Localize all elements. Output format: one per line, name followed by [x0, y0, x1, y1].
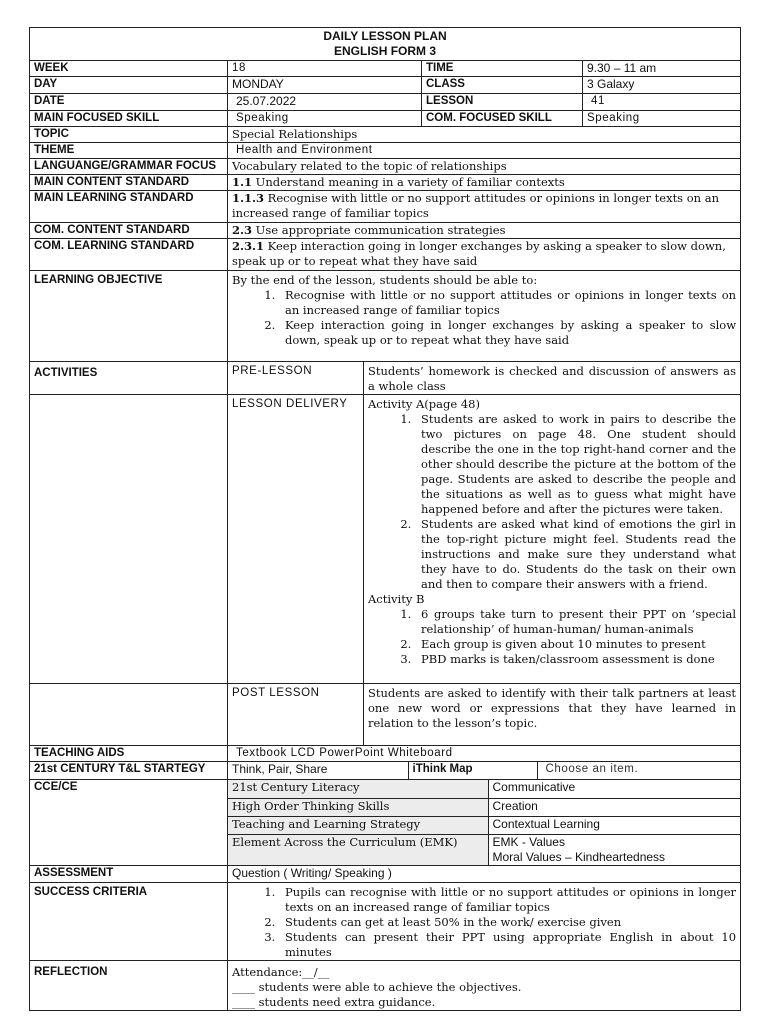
cce-label: CCE/CE [30, 780, 228, 866]
cce-value[interactable]: Communicative [488, 780, 740, 798]
week-value[interactable]: 18 [228, 61, 422, 77]
cls-code: 2.3.1 [232, 239, 265, 253]
com-learning-standard-label: COM. LEARNING STANDARD [30, 239, 228, 271]
mcs-code: 1.1 [232, 175, 253, 189]
strategy-label: 21st CENTURY T&L STARTEGY [30, 762, 228, 780]
activity-b-item: 1. 6 groups take turn to present their PPT on ‘special relationship’ of human-human/ human-animals [415, 607, 736, 637]
moral-values: Moral Values – Kindheartedness [492, 849, 666, 864]
activities-blank-2 [30, 684, 228, 746]
attendance-line: Attendance:__/__ [232, 964, 330, 979]
activity-a-item: 1. Students are asked to work in pairs to describe the two pictures on page 48. One student should describe the one in the top right-hand corner and the other should describe the picture at the bottom of the page. Students are asked to describe the people and the situations as well as to guess what might have happened before and after the pictures were taken. [415, 412, 736, 517]
time-label: TIME [422, 61, 583, 77]
pre-lesson-label: PRE-LESSON [228, 362, 364, 395]
date-value[interactable]: 25.07.2022 [228, 94, 422, 111]
cce-grid [228, 780, 741, 866]
objective-list [232, 288, 736, 348]
reflection-label: REFLECTION [30, 960, 228, 1010]
main-learning-standard-label: MAIN LEARNING STANDARD [30, 191, 228, 223]
week-label: WEEK [30, 61, 228, 77]
activity-a-title: Activity A(page 48) [368, 397, 480, 411]
theme-value[interactable]: Health and Environment [228, 143, 741, 159]
main-learning-standard-value[interactable] [228, 191, 741, 223]
success-item: 3. Students can present their PPT using appropriate English in about 10 minutes [279, 930, 736, 960]
success-list [232, 885, 736, 960]
objective-item: 2. Keep interaction going in longer exchanges by asking a speaker to slow down, speak up or to repeat what they have said [279, 318, 736, 348]
title-line: DAILY LESSON PLAN [323, 29, 447, 43]
activity-a-list [368, 412, 736, 592]
learning-objective-label: LEARNING OBJECTIVE [30, 271, 228, 362]
activities-label: ACTIVITIES [30, 362, 228, 395]
time-value[interactable]: 9.30 – 11 am [583, 61, 741, 77]
subtitle-line: ENGLISH FORM 3 [334, 44, 437, 58]
main-skill-value[interactable]: Speaking [228, 111, 422, 127]
main-content-standard-label: MAIN CONTENT STANDARD [30, 175, 228, 191]
cce-value[interactable]: Creation [488, 798, 740, 816]
com-skill-label: COM. FOCUSED SKILL [422, 111, 583, 127]
main-skill-label: MAIN FOCUSED SKILL [30, 111, 228, 127]
success-criteria-value[interactable] [228, 882, 741, 960]
achieved-line: ____ students were able to achieve the objectives. [232, 979, 522, 994]
grammar-value[interactable]: Vocabulary related to the topic of relationships [228, 159, 741, 175]
com-skill-value[interactable]: Speaking [583, 111, 741, 127]
success-item: 1. Pupils can recognise with little or no support attitudes or opinions in longer texts on an increased range of familiar topics [279, 885, 736, 915]
teaching-aids-value[interactable]: Textbook LCD PowerPoint Whiteboard [228, 746, 741, 762]
strategy-row [228, 762, 741, 780]
cce-value[interactable] [488, 834, 740, 865]
objective-item: 1. Recognise with little or no support attitudes or opinions in longer texts on an increased range of familiar topics [279, 288, 736, 318]
assessment-value[interactable]: Question ( Writing/ Speaking ) [228, 865, 741, 882]
mcs-text: Understand meaning in a variety of familiar contexts [252, 175, 565, 189]
lesson-plan-sheet [29, 27, 740, 1009]
page-title [30, 28, 741, 61]
success-criteria-label: SUCCESS CRITERIA [30, 882, 228, 960]
mls-text: Recognise with little or no support attitudes or opinions in longer texts on an increased range of familiar topics [232, 191, 719, 220]
reflection-value[interactable] [228, 960, 741, 1010]
date-label: DATE [30, 94, 228, 111]
activity-b-list [368, 607, 736, 667]
teaching-aids-label: TEACHING AIDS [30, 746, 228, 762]
learning-objective-value[interactable] [228, 271, 741, 362]
ithink-map-label: iThink Map [408, 762, 537, 779]
day-label: DAY [30, 77, 228, 94]
cce-key: Teaching and Learning Strategy [228, 816, 488, 834]
cce-value[interactable]: Contextual Learning [488, 816, 740, 834]
ccs-text: Use appropriate communication strategies [252, 223, 506, 237]
ccs-code: 2.3 [232, 223, 253, 237]
grammar-label: LANGUANGE/GRAMMAR FOCUS [30, 159, 228, 175]
pre-lesson-text[interactable]: Students’ homework is checked and discussion of answers as a whole class [364, 362, 741, 395]
lesson-label: LESSON [422, 94, 583, 111]
theme-label: THEME [30, 143, 228, 159]
lesson-delivery-label: LESSON DELIVERY [228, 395, 364, 684]
activity-b-item: 2. Each group is given about 10 minutes to present [415, 637, 736, 652]
day-value[interactable]: MONDAY [228, 77, 422, 94]
cce-key: High Order Thinking Skills [228, 798, 488, 816]
post-lesson-label: POST LESSON [228, 684, 364, 746]
cce-key: Element Across the Curriculum (EMK) [228, 834, 488, 865]
ithink-map-select[interactable]: Choose an item. [545, 763, 639, 775]
lesson-value[interactable]: 41 [583, 94, 741, 111]
com-learning-standard-value[interactable] [228, 239, 741, 271]
activities-blank [30, 395, 228, 684]
topic-value[interactable]: Special Relationships [228, 127, 741, 143]
com-content-standard-label: COM. CONTENT STANDARD [30, 223, 228, 239]
cce-key: 21st Century Literacy [228, 780, 488, 798]
class-value[interactable]: 3 Galaxy [583, 77, 741, 94]
activity-a-item: 2. Students are asked what kind of emotions the girl in the top-right picture might feel. Students read the instructions and make sure they understand what they have to do. Students do the task on their own and then to compare their answers with a friend. [415, 517, 736, 592]
com-content-standard-value[interactable] [228, 223, 741, 239]
mls-code: 1.1.3 [232, 191, 265, 205]
strategy-value[interactable]: Think, Pair, Share [228, 762, 408, 779]
activity-b-title: Activity B [368, 592, 425, 606]
objective-intro: By the end of the lesson, students should be able to: [232, 273, 538, 287]
success-item: 2. Students can get at least 50% in the work/ exercise given [279, 915, 736, 930]
cls-text: Keep interaction going in longer exchanges by asking a speaker to slow down, speak up or to repeat what they have said [232, 239, 726, 268]
main-content-standard-value[interactable] [228, 175, 741, 191]
guidance-line: ____ students need extra guidance. [232, 994, 436, 1009]
emk-value: EMK - Values [492, 834, 565, 849]
assessment-label: ASSESSMENT [30, 865, 228, 882]
class-label: CLASS [422, 77, 583, 94]
activity-b-item: 3. PBD marks is taken/classroom assessment is done [415, 652, 736, 667]
post-lesson-text[interactable]: Students are asked to identify with their talk partners at least one new word or expressions that they have learned in relation to the lesson’s topic. [364, 684, 741, 746]
lesson-plan-table [29, 27, 741, 1011]
lesson-delivery-content[interactable] [364, 395, 741, 684]
topic-label: TOPIC [30, 127, 228, 143]
